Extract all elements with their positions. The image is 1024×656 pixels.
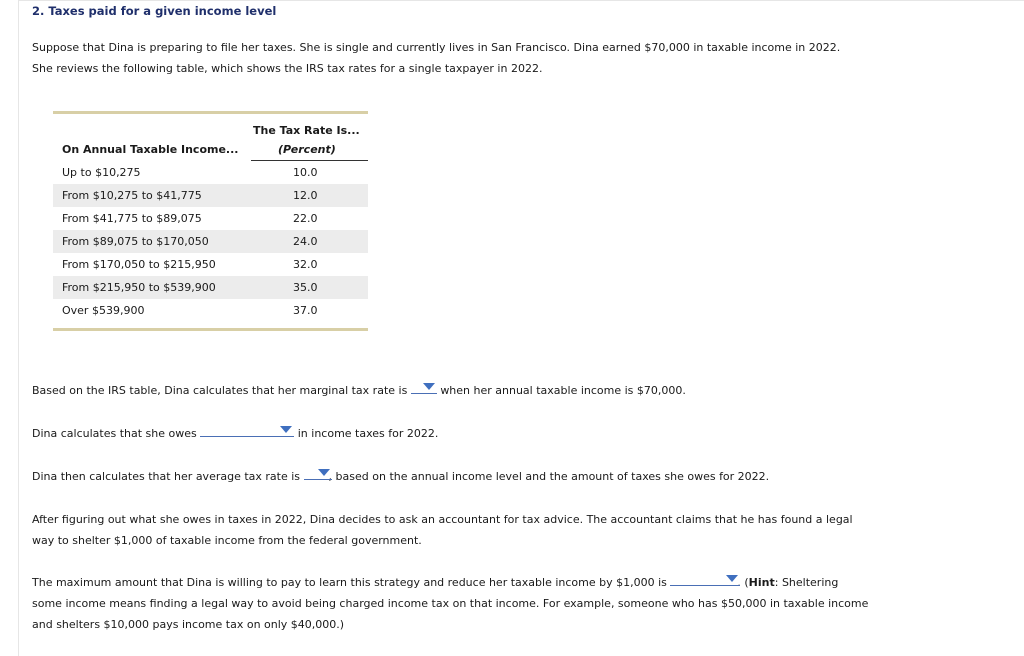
q1-text-before: Based on the IRS table, Dina calculates that her marginal tax rate is <box>32 384 408 397</box>
taxes-owed-question <box>32 423 438 444</box>
table-row <box>53 207 368 230</box>
chevron-down-icon <box>726 575 738 582</box>
average-rate-dropdown[interactable] <box>304 467 332 480</box>
average-rate-question <box>32 466 769 487</box>
income-bracket: Over $539,900 <box>62 304 145 317</box>
q3-text-after: , based on the annual income level and the amount of taxes she owes for 2022. <box>328 470 770 483</box>
income-bracket: From $41,775 to $89,075 <box>62 212 202 225</box>
q4-text-after-pre: . ( <box>737 576 749 589</box>
q4-text-before: The maximum amount that Dina is willing to pay to learn this strategy and reduce her taxable income by $1,000 is <box>32 576 667 589</box>
marginal-rate-dropdown[interactable] <box>411 381 437 394</box>
income-bracket: From $215,950 to $539,900 <box>62 281 216 294</box>
accountant-advice-paragraph <box>32 509 853 551</box>
taxes-owed-dropdown[interactable] <box>200 424 294 437</box>
intro-line-2: She reviews the following table, which shows the IRS tax rates for a single taxpayer in 2022. <box>32 62 543 75</box>
q1-text-after: when her annual taxable income is $70,000. <box>440 384 686 397</box>
table-bottom-rule <box>53 328 368 331</box>
chevron-down-icon <box>280 426 292 433</box>
chevron-down-icon <box>423 383 435 390</box>
income-column-header: On Annual Taxable Income... <box>62 143 239 156</box>
max-payment-dropdown[interactable] <box>670 573 740 586</box>
q2-text-before: Dina calculates that she owes <box>32 427 197 440</box>
intro-line-1: Suppose that Dina is preparing to file her taxes. She is single and currently lives in San Francisco. Dina earned $70,000 in taxable income in 2022. <box>32 41 841 54</box>
tax-rate: 37.0 <box>293 304 318 317</box>
tax-rate: 10.0 <box>293 166 318 179</box>
tax-rate-table <box>53 111 368 331</box>
q4-line-1 <box>32 572 868 593</box>
q4-line-2: some income means finding a legal way to avoid being charged income tax on that income. For example, someone who has $50,000 in taxable income <box>32 597 869 610</box>
advice-line-2: way to shelter $1,000 of taxable income from the federal government. <box>32 534 422 547</box>
rate-column-unit: (Percent) <box>278 143 336 156</box>
income-bracket: Up to $10,275 <box>62 166 141 179</box>
q4-text-after-post: : Sheltering <box>774 576 839 589</box>
tax-rate: 24.0 <box>293 235 318 248</box>
q3-text-before: Dina then calculates that her average tax rate is <box>32 470 301 483</box>
question-title: 2. Taxes paid for a given income level <box>32 4 277 18</box>
table-header <box>53 114 368 160</box>
q4-line-3: and shelters $10,000 pays income tax on only $40,000.) <box>32 618 345 631</box>
table-row <box>53 184 368 207</box>
q2-text-after: in income taxes for 2022. <box>297 427 439 440</box>
max-payment-question <box>32 572 868 635</box>
marginal-rate-question <box>32 380 686 401</box>
intro-paragraph <box>32 37 840 79</box>
tax-rate: 32.0 <box>293 258 318 271</box>
chevron-down-icon <box>318 469 330 476</box>
hint-label: Hint <box>748 576 775 589</box>
income-bracket: From $89,075 to $170,050 <box>62 235 209 248</box>
table-row <box>53 253 368 276</box>
table-row <box>53 161 368 184</box>
advice-line-1: After figuring out what she owes in taxes in 2022, Dina decides to ask an accountant for tax advice. The accountant claims that he has found a legal <box>32 513 853 526</box>
rate-column-header: The Tax Rate Is... <box>253 124 360 137</box>
table-row <box>53 276 368 299</box>
income-bracket: From $170,050 to $215,950 <box>62 258 216 271</box>
income-bracket: From $10,275 to $41,775 <box>62 189 202 202</box>
table-row <box>53 299 368 322</box>
tax-rate: 22.0 <box>293 212 318 225</box>
tax-rate: 35.0 <box>293 281 318 294</box>
tax-rate: 12.0 <box>293 189 318 202</box>
table-row <box>53 230 368 253</box>
